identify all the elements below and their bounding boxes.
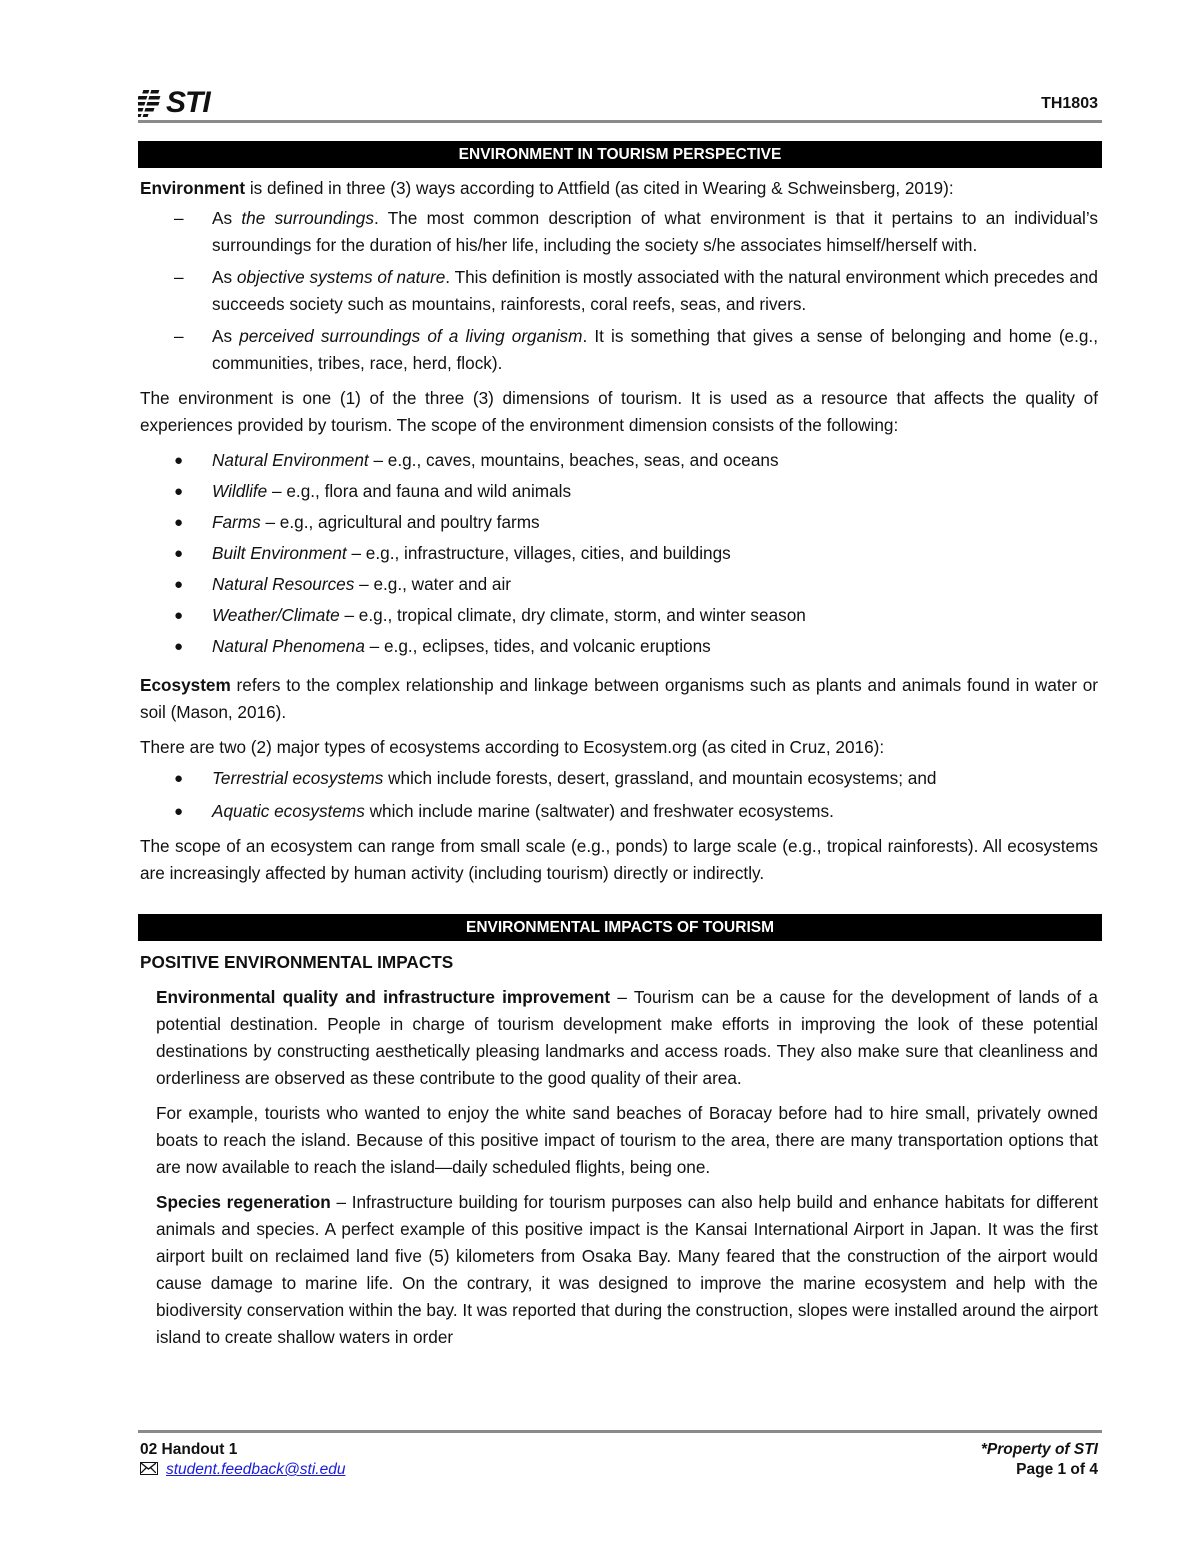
- footer-divider: [138, 1430, 1102, 1433]
- email-link[interactable]: student.feedback@sti.edu: [166, 1461, 346, 1478]
- boracay-example-paragraph: For example, tourists who wanted to enjoy the white sand beaches of Boracay before had to hire small, privately owned boats to reach the island. Because of this positive impact of tourism to the area, there are many transportation options that are now available to reach the island—daily scheduled flights, being one.: [156, 1103, 1098, 1177]
- ecosystem-types-list: [140, 765, 1098, 825]
- list-item: ● Wildlife – e.g., flora and fauna and wild animals: [174, 481, 572, 501]
- dimension-paragraph: The environment is one (1) of the three (3) dimensions of tourism. It is used as a resource that affects the quality of experiences provided by tourism. The scope of the environment dimension consists of the following:: [140, 388, 1098, 435]
- globe-icon: [138, 88, 168, 118]
- ecosystem-definition: Ecosystem refers to the complex relationship and linkage between organisms such as plants and animals found in water or soil (Mason, 2016).: [140, 675, 1098, 722]
- logo-text: STI: [166, 86, 210, 119]
- ecosystem-types-intro: There are two (2) major types of ecosystems according to Ecosystem.org (as cited in Cruz, 2016):: [140, 737, 885, 757]
- header-divider: [138, 120, 1102, 123]
- environment-intro: Environment is defined in three (3) ways according to Attfield (as cited in Wearing & Schweinsberg, 2019):: [140, 178, 954, 198]
- page-number: Page 1 of 4: [1016, 1461, 1098, 1478]
- sti-logo: [138, 84, 210, 122]
- list-item: ● Terrestrial ecosystems which include forests, desert, grassland, and mountain ecosystems; and: [174, 768, 937, 788]
- list-item: ● Natural Environment – e.g., caves, mountains, beaches, seas, and oceans: [174, 450, 779, 470]
- property-label: *Property of STI: [980, 1441, 1098, 1458]
- list-item: ● Weather/Climate – e.g., tropical climate, dry climate, storm, and winter season: [174, 605, 806, 625]
- footer: [140, 1440, 1098, 1480]
- list-item: ● Natural Resources – e.g., water and air: [174, 574, 512, 594]
- handout-label: 02 Handout 1: [140, 1441, 238, 1458]
- envelope-icon: [140, 1462, 158, 1475]
- page-content: [140, 141, 1098, 1351]
- section-title-environment: ENVIRONMENT IN TOURISM PERSPECTIVE: [138, 141, 1102, 168]
- document-code: TH1803: [1041, 95, 1098, 112]
- list-item: ● Farms – e.g., agricultural and poultry farms: [174, 512, 540, 532]
- list-item: – As the surroundings. The most common description of what environment is that it pertains to an individual’s surroundings for the duration of his/her life, including the society s/he associates himself/herself with.: [174, 208, 1098, 255]
- list-item: – As objective systems of nature. This definition is mostly associated with the natural environment which precedes and succeeds society such as mountains, rainforests, coral reefs, seas, and rivers.: [174, 267, 1098, 314]
- list-item: – As perceived surroundings of a living organism. It is something that gives a sense of belonging and home (e.g., communities, tribes, race, herd, flock).: [174, 326, 1098, 373]
- definition-list: [140, 205, 1098, 377]
- scope-list: [140, 447, 1098, 660]
- list-item: ● Built Environment – e.g., infrastructure, villages, cities, and buildings: [174, 543, 731, 563]
- email-line: [140, 1460, 345, 1480]
- positive-impacts-heading: POSITIVE ENVIRONMENTAL IMPACTS: [140, 952, 454, 972]
- section-title-impacts: ENVIRONMENTAL IMPACTS OF TOURISM: [138, 914, 1102, 941]
- species-paragraph: Species regeneration – Infrastructure building for tourism purposes can also help build and enhance habitats for different animals and species. A perfect example of this positive impact is the Kansai International Airport in Japan. It was the first airport built on reclaimed land five (5) kilometers from Osaka Bay. Many feared that the construction of the airport would cause damage to marine life. On the contrary, it was designed to improve the marine ecosystem and help with the biodiversity conservation within the bay. It was reported that during the construction, slopes were installed around the airport island to create shallow waters in order: [156, 1192, 1098, 1347]
- list-item: ● Natural Phenomena – e.g., eclipses, tides, and volcanic eruptions: [174, 636, 711, 656]
- ecosystem-scope-paragraph: The scope of an ecosystem can range from small scale (e.g., ponds) to large scale (e.g., tropical rainforests). All ecosystems are increasingly affected by human activity (including tourism) directly or indirectly.: [140, 836, 1098, 883]
- quality-paragraph: Environmental quality and infrastructure improvement – Tourism can be a cause for the development of lands of a potential destination. People in charge of tourism development make efforts in improving the look of these potential destinations by constructing aesthetically pleasing landmarks and access roads. They also make sure that cleanliness and orderliness are observed as these contribute to the good quality of their area.: [156, 987, 1098, 1088]
- list-item: ● Aquatic ecosystems which include marine (saltwater) and freshwater ecosystems.: [174, 801, 834, 821]
